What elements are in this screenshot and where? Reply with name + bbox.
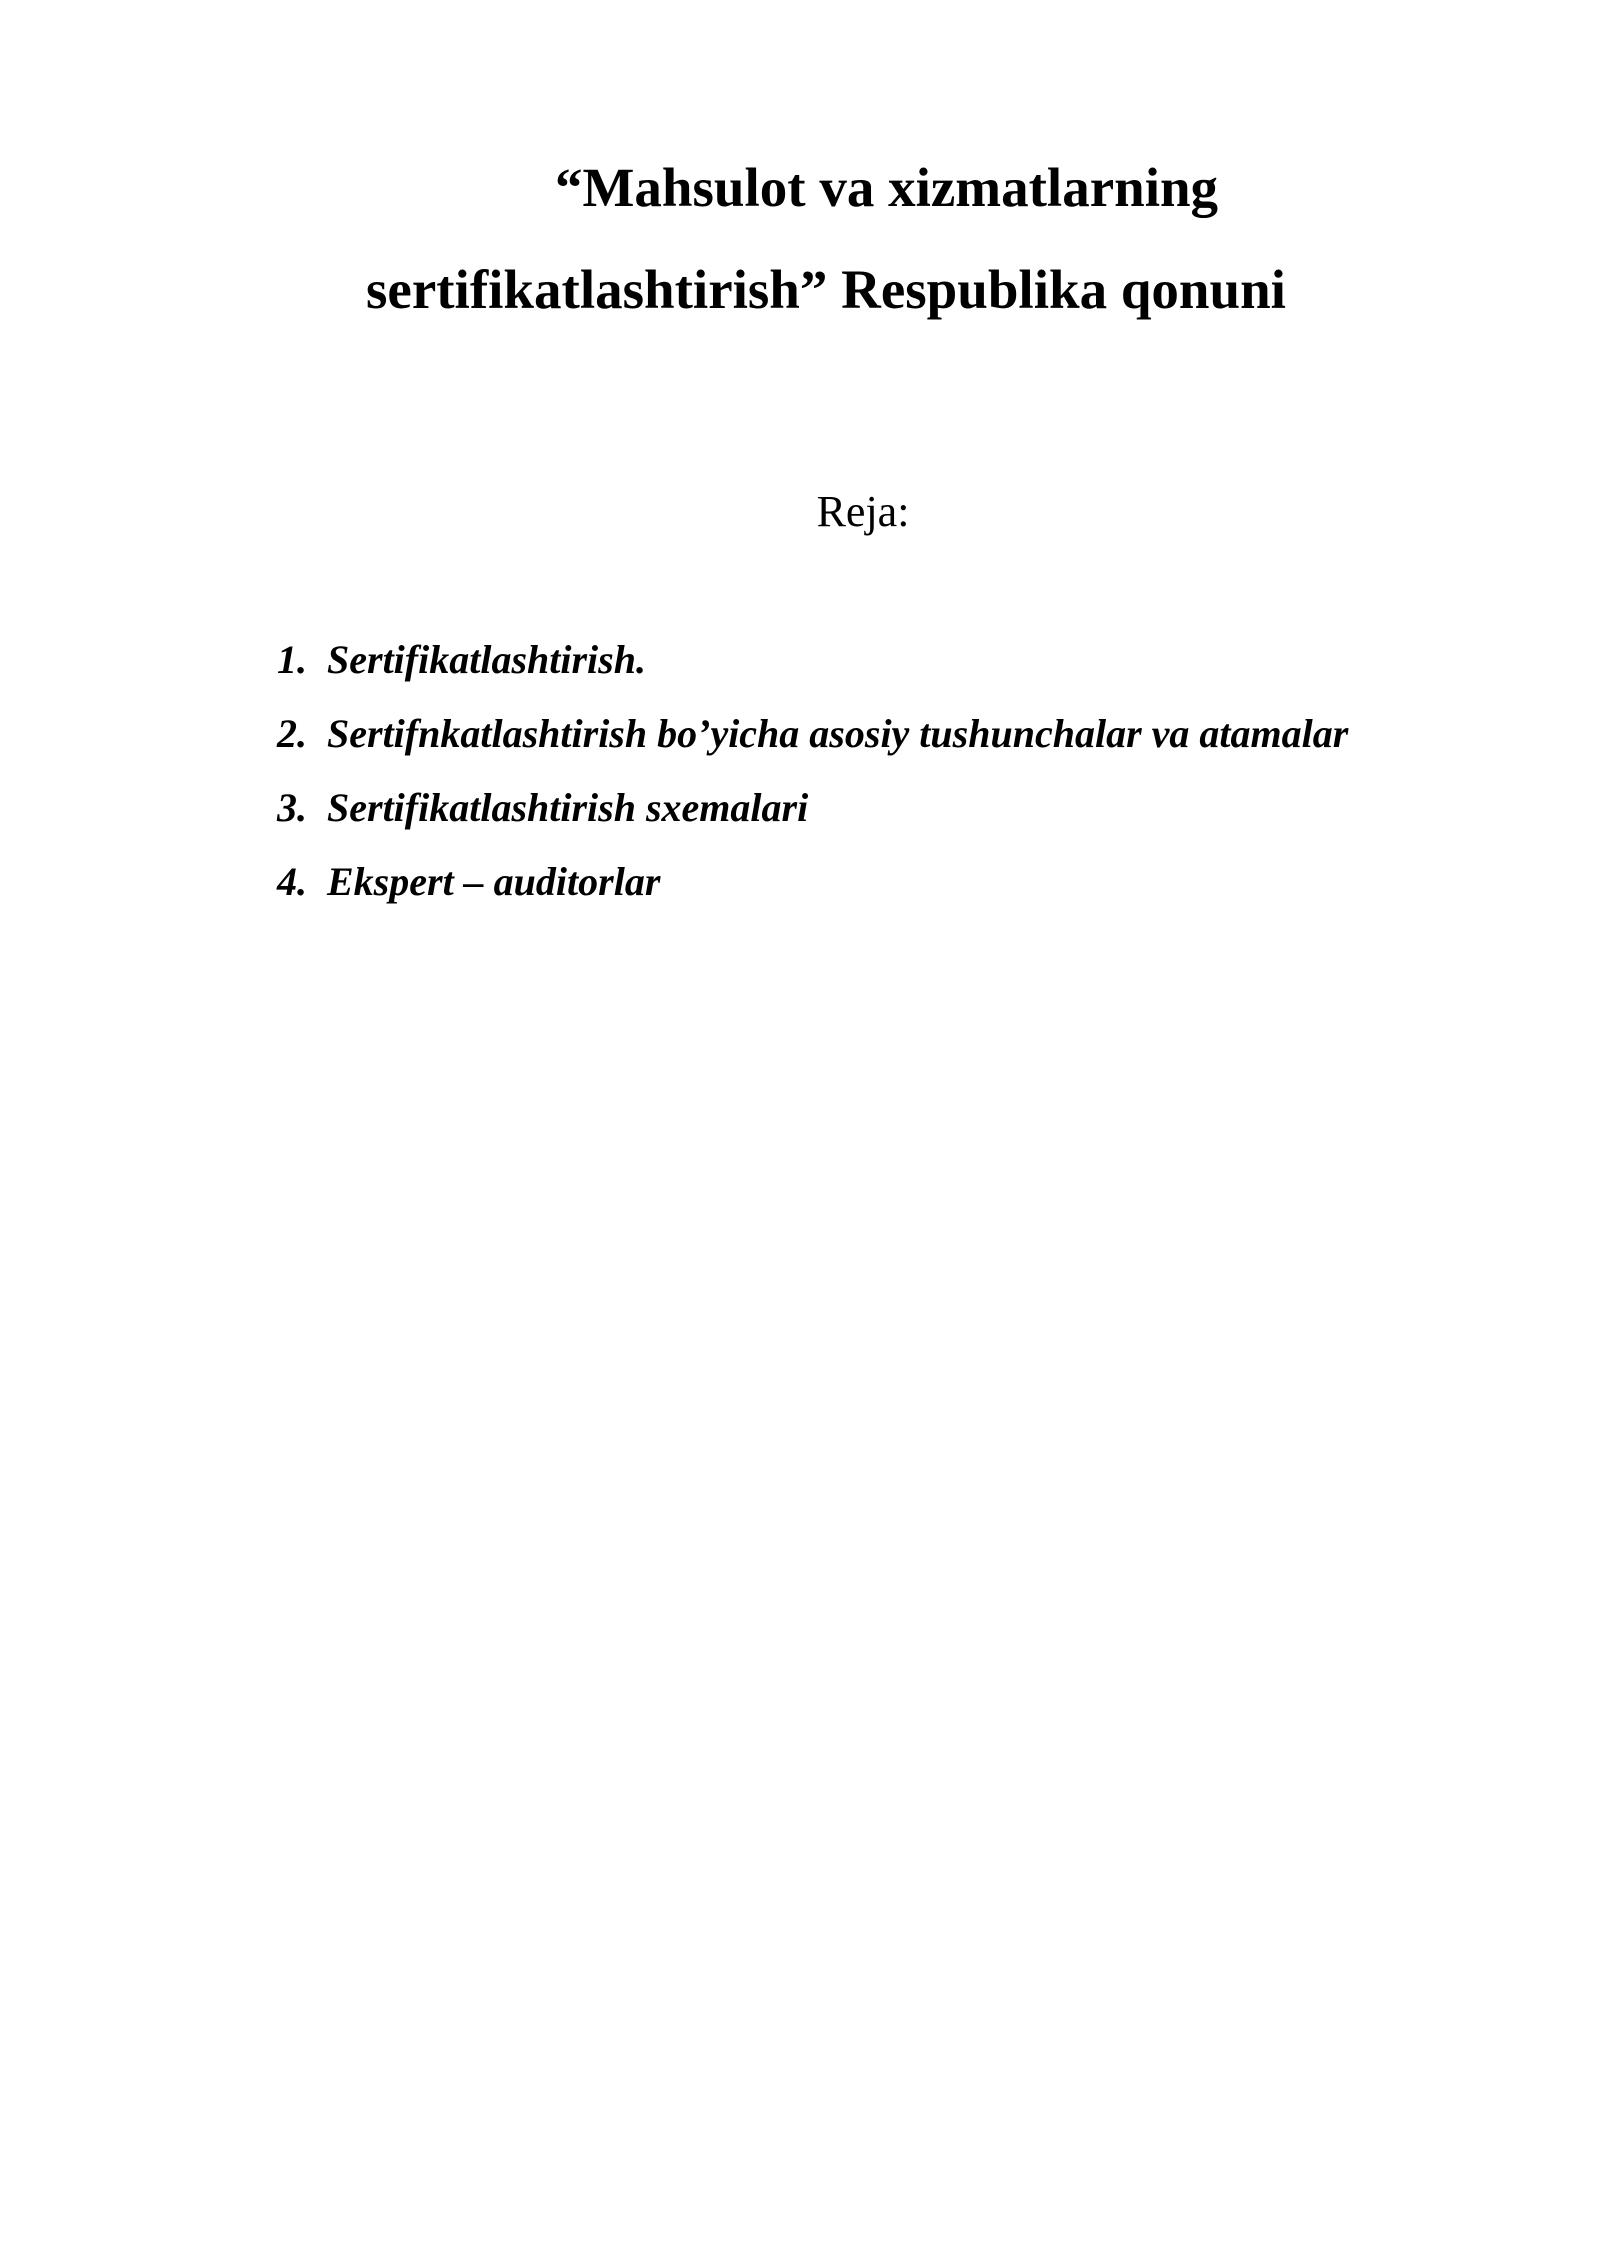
plan-item-text: Sertifikatlashtirish sxemalari: [327, 785, 809, 830]
plan-item-number: 3.: [277, 785, 307, 830]
plan-item-number: 1.: [277, 637, 307, 682]
plan-item-1: [277, 637, 1348, 714]
plan-item-text: Sertifnkatlashtirish bo’yicha asosiy tushunchalar va atamalar: [327, 711, 1349, 756]
plan-item-text: Sertifikatlashtirish.: [327, 637, 646, 682]
plan-item-4: [277, 859, 1348, 936]
document-title-line-2: sertifikatlashtirish” Respublika qonuni: [366, 259, 1286, 320]
plan-item-number: 4.: [277, 859, 307, 904]
plan-item-2: [277, 711, 1349, 788]
plan-list: [277, 637, 1349, 936]
plan-heading: Reja:: [816, 487, 910, 536]
plan-item-3: [277, 785, 1348, 862]
plan-item-number: 2.: [277, 711, 307, 756]
plan-item-text: Ekspert – auditorlar: [327, 859, 661, 904]
document-title-line-1: “Mahsulot va xizmatlarning: [555, 157, 1219, 218]
